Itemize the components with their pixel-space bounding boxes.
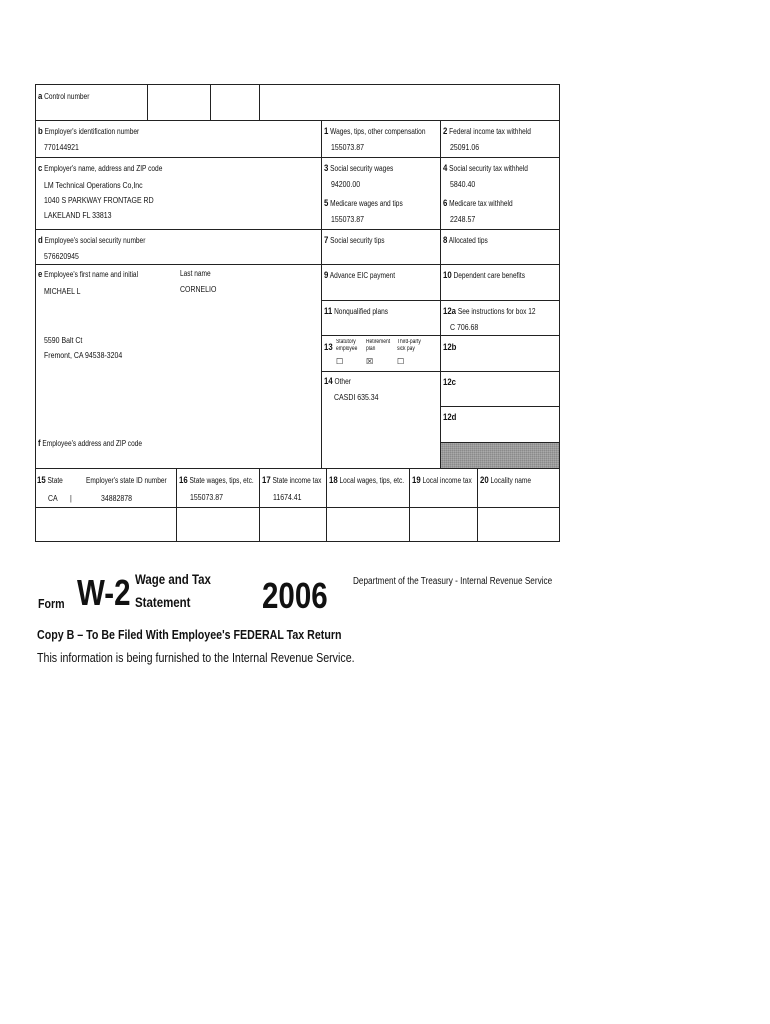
- box17-value: 11674.41: [273, 492, 302, 502]
- box14-label: 14 Other: [324, 376, 351, 387]
- employer-street: 1040 S PARKWAY FRONTAGE RD: [44, 195, 154, 205]
- last-name-label: Last name: [180, 269, 211, 278]
- retirement-label-2: plan: [366, 346, 376, 352]
- box11-label: 11 Nonqualified plans: [324, 306, 389, 317]
- form-name: W-2: [77, 572, 131, 613]
- box-a-label: a Control number: [38, 91, 90, 102]
- box1-wages: 155073.87: [331, 142, 364, 152]
- state-code: CA: [48, 493, 58, 503]
- box18-label: 18 Local wages, tips, etc.: [329, 475, 405, 486]
- box-b-label: b Employer's identification number: [38, 126, 140, 137]
- box12c-label: 12c: [443, 377, 457, 388]
- box20-label: 20 Locality name: [480, 475, 531, 486]
- thirdparty-label-1: Third-party: [397, 339, 421, 345]
- employer-ein: 770144921: [44, 142, 79, 152]
- box8-label: 8 Allocated tips: [443, 235, 488, 246]
- box14-value: CASDI 635.34: [334, 392, 379, 402]
- box5-medicare-wages: 155073.87: [331, 214, 364, 224]
- box2-federal-tax: 25091.06: [450, 142, 480, 152]
- box4-ss-tax: 5840.40: [450, 179, 476, 189]
- form-title-line1: Wage and Tax: [135, 571, 211, 587]
- retirement-checkbox[interactable]: ☒: [366, 357, 374, 366]
- state-id-value: 34882878: [101, 493, 133, 503]
- employer-name: LM Technical Operations Co,Inc: [44, 180, 143, 190]
- box16-value: 155073.87: [190, 492, 223, 502]
- box-c-label: c Employer's name, address and ZIP code: [38, 163, 163, 174]
- box2-label: 2 Federal income tax withheld: [443, 126, 531, 137]
- employee-city: Fremont, CA 94538-3204: [44, 350, 123, 360]
- thirdparty-label-2: sick pay: [397, 346, 415, 352]
- box17-label: 17 State income tax: [262, 475, 322, 486]
- box6-medicare-tax: 2248.57: [450, 214, 476, 224]
- box12a-label: 12a See instructions for box 12: [443, 306, 536, 317]
- state-id-label: Employer's state ID number: [86, 476, 167, 485]
- box19-label: 19 Local income tax: [412, 475, 472, 486]
- statutory-label-1: Statutory: [336, 339, 356, 345]
- irs-notice: This information is being furnished to the Internal Revenue Service.: [37, 650, 355, 665]
- box-f-label: f Employee's address and ZIP code: [38, 438, 143, 449]
- box3-label: 3 Social security wages: [324, 163, 394, 174]
- box4-label: 4 Social security tax withheld: [443, 163, 528, 174]
- box1-label: 1 Wages, tips, other compensation: [324, 126, 426, 137]
- box3-ss-wages: 94200.00: [331, 179, 361, 189]
- department-text: Department of the Treasury - Internal Revenue Service: [353, 576, 553, 587]
- statutory-checkbox[interactable]: ☐: [336, 357, 344, 366]
- copy-b-heading: Copy B – To Be Filed With Employee's FEDERAL Tax Return: [37, 627, 342, 642]
- employee-last-name: CORNELIO: [180, 284, 217, 294]
- box12b-label: 12b: [443, 342, 457, 353]
- box10-label: 10 Dependent care benefits: [443, 270, 525, 281]
- form-title-line2: Statement: [135, 594, 191, 610]
- form-word: Form: [38, 596, 65, 611]
- shaded-area: [441, 443, 559, 468]
- retirement-label-1: Retirement: [366, 339, 391, 345]
- box12d-label: 12d: [443, 412, 457, 423]
- box7-label: 7 Social security tips: [324, 235, 385, 246]
- box15-label: 15 State: [37, 475, 63, 486]
- box9-label: 9 Advance EIC payment: [324, 270, 396, 281]
- employee-street: 5590 Balt Ct: [44, 335, 83, 345]
- box5-label: 5 Medicare wages and tips: [324, 198, 403, 209]
- thirdparty-checkbox[interactable]: ☐: [397, 357, 405, 366]
- employee-first-name: MICHAEL L: [44, 286, 81, 296]
- box16-label: 16 State wages, tips, etc.: [179, 475, 254, 486]
- tax-year: 2006: [262, 575, 328, 616]
- statutory-label-2: employee: [336, 346, 358, 352]
- box6-label: 6 Medicare tax withheld: [443, 198, 513, 209]
- employer-city: LAKELAND FL 33813: [44, 210, 112, 220]
- box12a-value: C 706.68: [450, 322, 479, 332]
- box-d-label: d Employee's social security number: [38, 235, 146, 246]
- box13-number: 13: [324, 342, 333, 353]
- state-separator: |: [70, 493, 72, 503]
- employee-ssn: 576620945: [44, 251, 79, 261]
- box-e-label: e Employee's first name and initial: [38, 269, 139, 280]
